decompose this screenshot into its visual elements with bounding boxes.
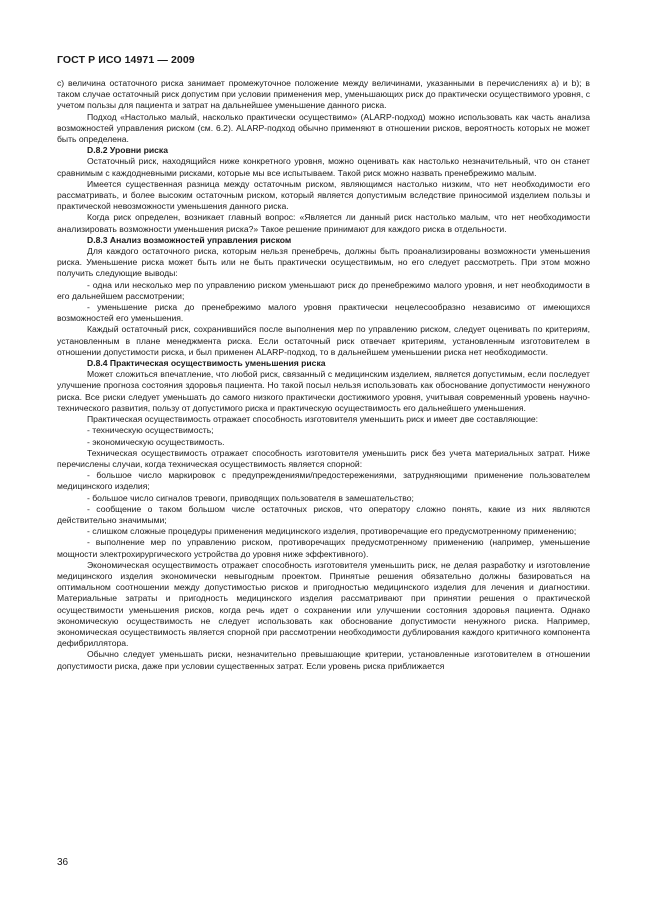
section-heading: D.8.2 Уровни риска xyxy=(87,145,168,156)
paragraph: - сообщение о таком большом числе остаточных рисков, что оператору сложно понять, какие из них являются действительно значимыми; xyxy=(57,503,590,525)
paragraph: - выполнение мер по управлению риском, противоречащих предусмотренному применению (например, уменьшение мощности электрохирургического устройства до уровня ниже эффективного). xyxy=(57,537,590,559)
paragraph: - одна или несколько мер по управлению риском уменьшают риск до пренебрежимо малого уровня, и нет необходимости в его дальнейшем рассмотрении; xyxy=(57,279,590,301)
paragraph: - большое число маркировок с предупреждениями/предостережениями, затрудняющими применение пользователем медицинского изделия; xyxy=(57,470,590,492)
paragraph: Когда риск определен, возникает главный вопрос: «Является ли данный риск настолько малым, что нет необходимости анализировать возможности уменьшения риска?» Такое решение принимают для каждого риска в отдельности. xyxy=(57,212,590,234)
paragraph: Для каждого остаточного риска, которым нельзя пренебречь, должны быть проанализированы возможности уменьшения риска. Уменьшение риска может быть или не быть практически осуществимым, но его следует рассмотреть. При этом можно получить следующие выводы: xyxy=(57,246,590,279)
section-heading: D.8.4 Практическая осуществимость уменьшения риска xyxy=(87,358,326,369)
paragraph: - техническую осуществимость; xyxy=(87,425,214,436)
paragraph: - уменьшение риска до пренебрежимо малого уровня практически нецелесообразно независимо от имеющихся возможностей его уменьшения. xyxy=(57,302,590,324)
paragraph: c) величина остаточного риска занимает промежуточное положение между величинами, указанными в перечислениях a) и b); в таком случае остаточный риск допустим при условии применения мер, уменьшающих риск до практически осуществимого уровня, с учетом пользы для пациента и затрат на дальнейшее уменьшение данного риска. xyxy=(57,78,590,111)
paragraph: - большое число сигналов тревоги, приводящих пользователя в замешательство; xyxy=(87,492,414,503)
paragraph: Техническая осуществимость отражает способность изготовителя уменьшить риск без учета материальных затрат. Ниже перечислены случаи, когда техническая осуществимость является спорной: xyxy=(57,447,590,469)
paragraph: Имеется существенная разница между остаточным риском, являющимся настолько низким, что нет необходимости его рассматривать, и более высоким остаточным риском, который является допустимым вследствие приносимой изделием пользы и практической невозможности уменьшения данного риска. xyxy=(57,178,590,212)
paragraph: - слишком сложные процедуры применения медицинского изделия, противоречащие его предусмотренному применению; xyxy=(87,526,577,537)
paragraph: Может сложиться впечатление, что любой риск, связанный с медицинским изделием, является допустимым, если последует улучшение прогноза состояния здоровья пациента. Но такой посыл нельзя использовать как обоснование допустимости ненужного риска. Все риски следует уменьшать до самого низкого практически достижимого уровня, учитывая современный уровень научно-технического развития, пользу от допустимого риска и практическую осуществимость его дальнейшего уменьшения. xyxy=(57,369,590,413)
running-header: ГОСТ Р ИСО 14971 — 2009 xyxy=(57,54,195,66)
paragraph: Обычно следует уменьшать риски, незначительно превышающие критерии, установленные изготовителем в отношении допустимости риска, даже при условии существенных затрат. Если уровень риска приближается xyxy=(57,649,590,671)
page-number: 36 xyxy=(57,857,69,868)
paragraph: Каждый остаточный риск, сохранившийся после выполнения мер по управлению риском, следует оценивать по критериям, установленным в плане менеджмента риска. Если остаточный риск отвечает критериям, установленным изготовителем в отношении допустимости риска, и был применен ALARP-подход, то в дальнейшем уменьшении риска нет необходимости. xyxy=(57,324,590,357)
paragraph: - экономическую осуществимость. xyxy=(87,436,225,447)
paragraph: Экономическая осуществимость отражает способность изготовителя уменьшить риск, не делая разработку и изготовление медицинского изделия экономически невыгодным проектом. Принятые решения обязательно должны базироваться на оптимальном соотношении между допустимостью рисков и пригодностью медицинского изделия для лечения и диагностики. Материальные затраты и пригодность медицинского изделия рассматривают при принятии решения о практической осуществимости уменьшения рисков, когда речь идет о сохранении или улучшении состояния здоровья пациента. Однако экономическую осуществимость не следует использовать как обоснование допустимости ненужного риска. Например, экономическая осуществимость является спорной при рассмотрении необходимости дублирования каждого критичного компонента дефибриллятора. xyxy=(57,559,590,649)
section-heading: D.8.3 Анализ возможностей управления риском xyxy=(87,234,292,245)
document-body xyxy=(57,78,590,672)
paragraph: Остаточный риск, находящийся ниже конкретного уровня, можно оценивать как настолько незначительный, что он станет сравнимым с каждодневными рисками, которые мы все испытываем. Такой риск можно назвать пренебрежимо малым. xyxy=(57,156,590,178)
paragraph: Подход «Настолько малый, насколько практически осуществимо» (ALARP-подход) можно использовать как часть анализа возможностей управления риском (см. 6.2). ALARP-подход обычно применяют в отношении рисков, вероятность которых не может быть определена. xyxy=(57,111,590,145)
paragraph: Практическая осуществимость отражает способность изготовителя уменьшить риск и имеет две составляющие: xyxy=(87,414,539,425)
